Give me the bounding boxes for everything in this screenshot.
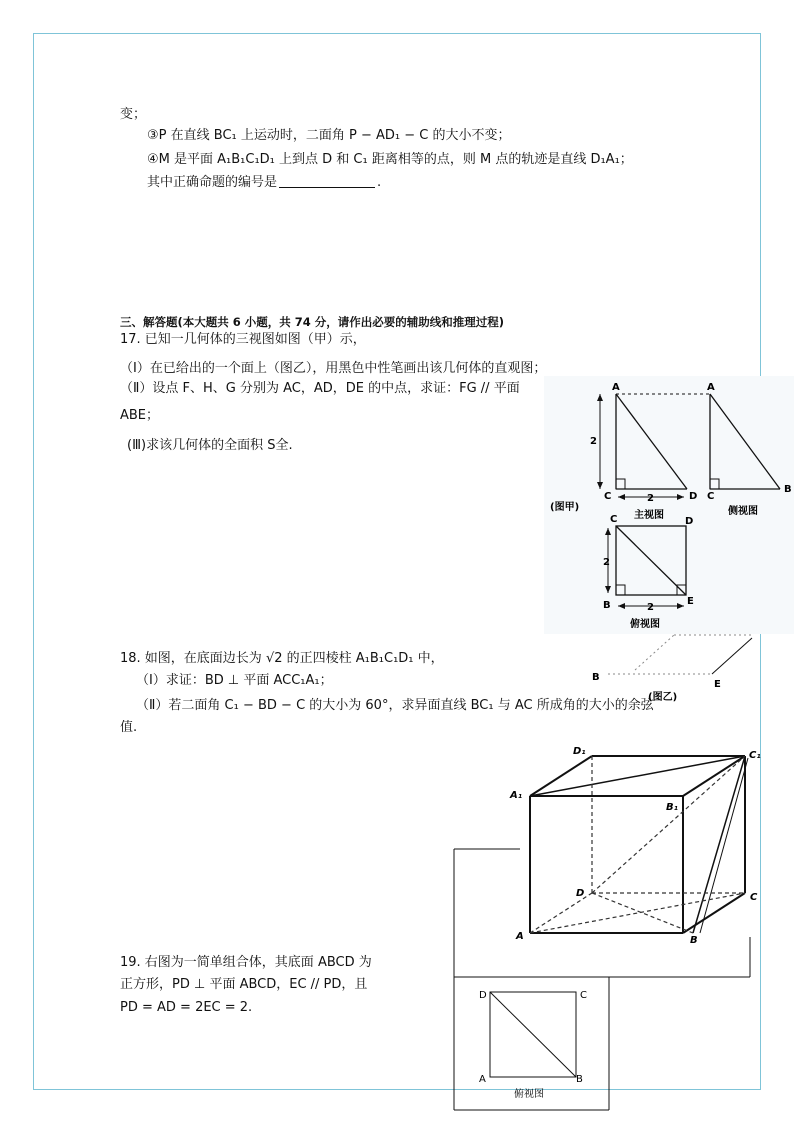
q19-line-1: 19. 右图为一简单组合体，其底面 ABCD 为: [120, 955, 372, 970]
q17-part2a: （Ⅱ）设点 F、H、G 分别为 AC，AD，DE 的中点，求证：FG // 平面: [120, 381, 520, 396]
fig19-label-D: D: [479, 990, 487, 1001]
top-view-point-C: C: [610, 514, 618, 525]
prism-label-D1: D₁: [573, 746, 586, 757]
front-view-height-label: 2: [590, 436, 597, 447]
q18-part2a: （Ⅱ）若二面角 C₁ − BD − C 的大小为 60°，求异面直线 BC₁ 与 AC 所成角的大小的余弦: [136, 698, 654, 713]
continuation-line-3: ④M 是平面 A₁B₁C₁D₁ 上到点 D 和 C₁ 距离相等的点，则 M 点的轨迹是直线 D₁A₁；: [147, 152, 633, 167]
side-view-point-B: B: [784, 484, 792, 495]
q18-part1: （Ⅰ）求证：BD ⊥ 平面 ACC₁A₁；: [136, 673, 333, 688]
prism-label-B1: B₁: [666, 802, 679, 813]
q18-part2b: 值.: [120, 720, 138, 735]
answer-suffix: .: [377, 175, 382, 190]
prism-label-D: D: [576, 888, 585, 899]
top-view-point-B: B: [603, 600, 611, 611]
prism-label-C: C: [750, 892, 758, 903]
q19-line-2: 正方形，PD ⊥ 平面 ABCD，EC // PD，且: [120, 977, 368, 992]
front-view-point-A: A: [612, 382, 620, 393]
front-view-point-C: C: [604, 491, 612, 502]
prism-label-A: A: [516, 931, 524, 942]
continuation-line-2: ③P 在直线 BC₁ 上运动时，二面角 P − AD₁ − C 的大小不变；: [147, 128, 511, 143]
fig-yi-point-E: E: [714, 679, 721, 690]
fig19-top-view: [470, 984, 600, 1104]
section-heading: 三、解答题(本大题共 6 小题，共 74 分，请作出必要的辅助线和推理过程): [120, 315, 505, 329]
q17-part3: (Ⅲ)求该几何体的全面积 S全.: [127, 438, 293, 453]
prism-label-A1: A₁: [510, 790, 523, 801]
fig19-diagonal: [490, 992, 576, 1077]
q18-stem: 18. 如图，在底面边长为 √2 的正四棱柱 A₁B₁C₁D₁ 中，: [120, 651, 444, 666]
caption-front-view: 主视图: [634, 510, 664, 521]
q17-part2b: ABE；: [120, 408, 160, 423]
fig19-label-A: A: [479, 1074, 486, 1085]
top-view-width-label: 2: [647, 602, 654, 613]
fig-yi-caption: (图乙): [648, 692, 678, 703]
continuation-line-1: 变；: [120, 107, 147, 122]
answer-prompt: 其中正确命题的编号是: [147, 175, 278, 190]
side-view-point-C: C: [707, 491, 715, 502]
fig-yi-point-B: B: [592, 672, 600, 683]
caption-jia: (图甲): [550, 502, 580, 513]
front-view-width-label: 2: [647, 493, 654, 504]
caption-side-view: 侧视图: [728, 506, 758, 517]
q17-stem: 17. 已知一几何体的三视图如图（甲）示，: [120, 332, 366, 347]
fig19-caption: 俯视图: [514, 1089, 544, 1100]
top-view-point-D: D: [685, 516, 694, 527]
fig19-label-B: B: [576, 1074, 583, 1085]
side-view-point-A: A: [707, 382, 715, 393]
front-view-point-D: D: [689, 491, 698, 502]
fig19-label-C: C: [580, 990, 587, 1001]
q19-line-3: PD = AD = 2EC = 2.: [120, 1000, 253, 1015]
q17-part1: （Ⅰ）在已给出的一个面上（图乙），用黑色中性笔画出该几何体的直观图；: [120, 361, 547, 376]
caption-top-view: 俯视图: [630, 619, 660, 630]
top-view-height-label: 2: [603, 557, 610, 568]
prism-label-C1: C₁: [749, 750, 761, 761]
top-view-point-E: E: [687, 596, 694, 607]
prism-label-B: B: [690, 935, 698, 946]
